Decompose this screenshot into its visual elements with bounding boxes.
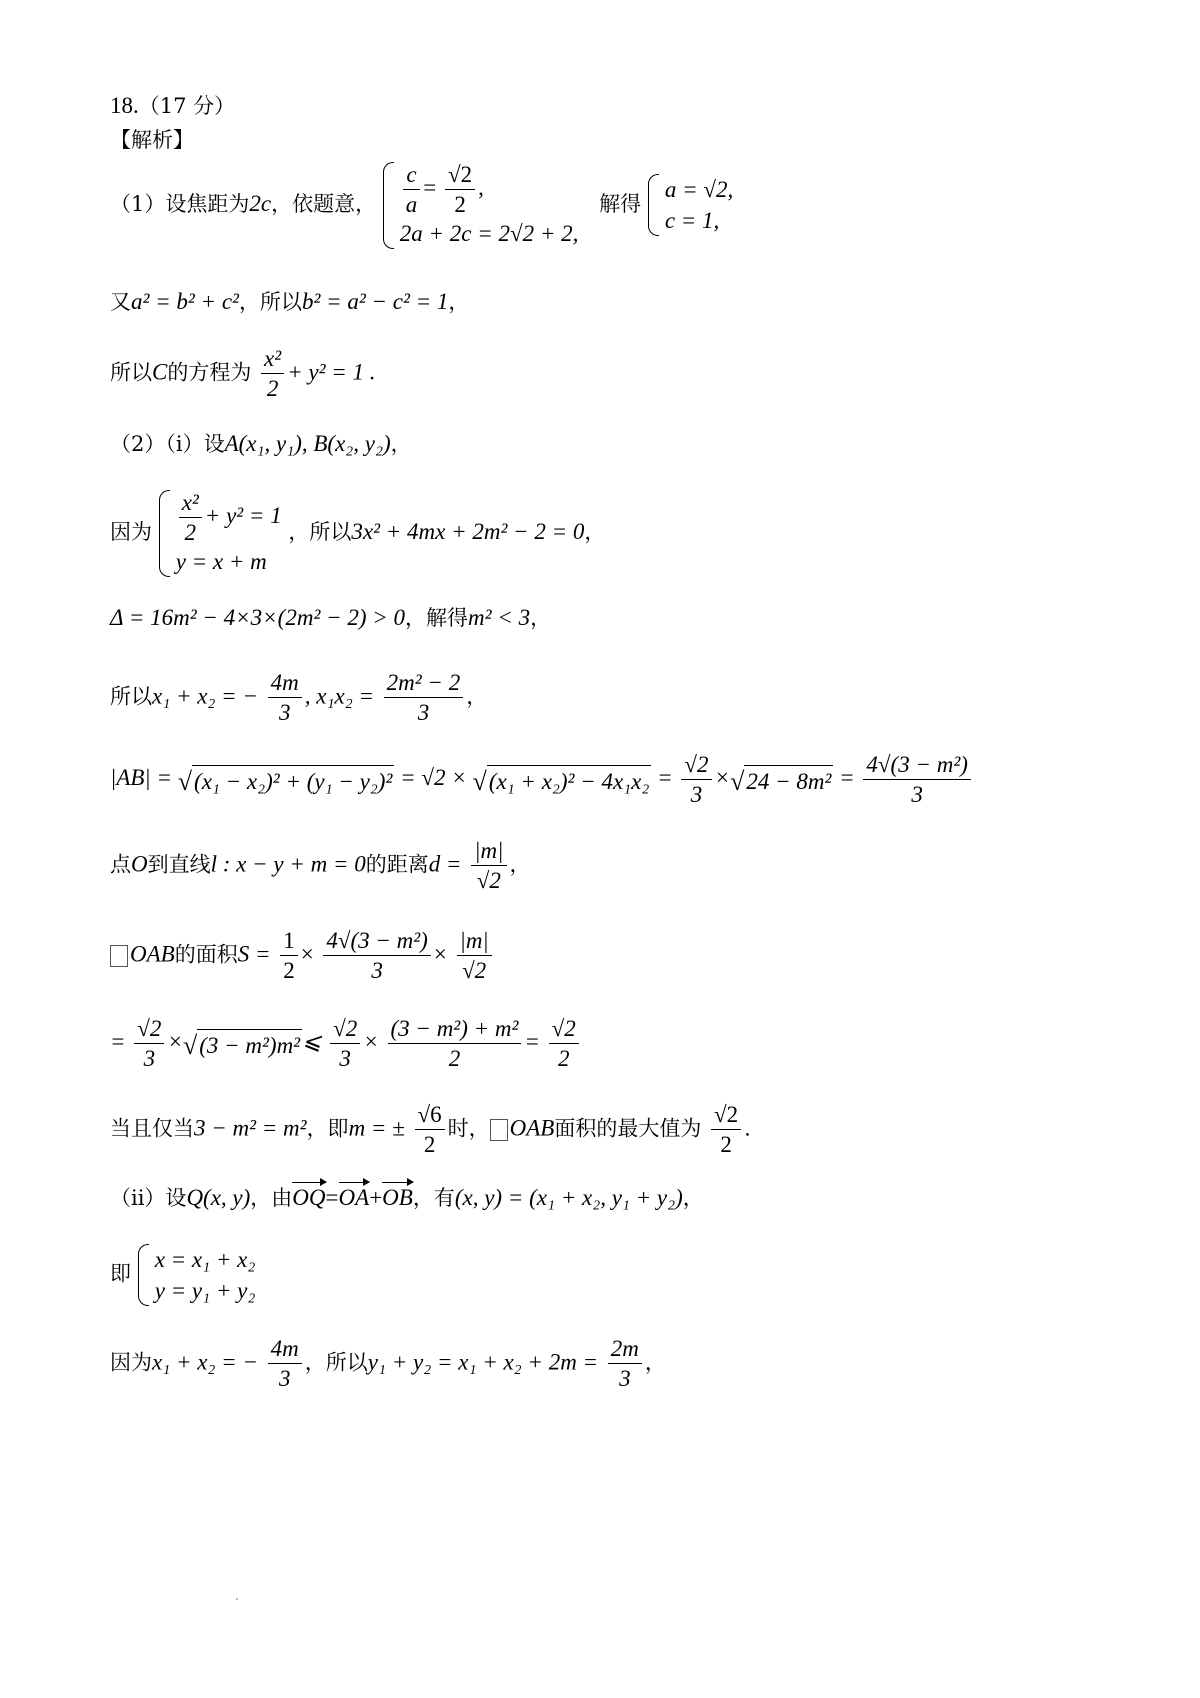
radicand: (x₁ + x₂)² − 4x₁x₂	[487, 765, 652, 796]
part2-ii-line	[110, 1186, 704, 1209]
frac-num: |m|	[471, 838, 506, 866]
frac-num: 1	[280, 928, 298, 956]
discriminant-line	[110, 606, 551, 629]
frac-num: 4m	[268, 670, 302, 698]
triangle-name: OAB	[130, 941, 175, 967]
problem-number: 18.	[110, 93, 139, 118]
text: ，	[584, 519, 606, 544]
vieta-line	[110, 670, 487, 726]
frac-num: 4√(3 − m²)	[863, 752, 970, 780]
frac-den: 3	[278, 700, 291, 726]
system-row-1	[176, 490, 282, 546]
ji-line	[110, 1244, 255, 1306]
left-brace-icon	[648, 174, 659, 236]
part2-ii-label: （ii）设	[110, 1186, 187, 1210]
frac-num: x²	[179, 490, 202, 518]
solution-row-1: a = √2,	[664, 177, 734, 203]
text: ，	[448, 290, 470, 314]
part2-label: （2）（i）设	[110, 432, 225, 456]
radical-icon: √	[177, 767, 193, 797]
condition-row-2: 2a + 2c = 2√2 + 2,	[399, 220, 579, 246]
row-tail: ,	[478, 175, 484, 201]
frac-den: √2	[462, 958, 487, 984]
distance-line	[110, 838, 531, 894]
equation: x₁ + x₂ = −	[152, 683, 258, 709]
radical-icon: √	[730, 767, 745, 797]
frac-num: 4m	[268, 1336, 302, 1364]
frac-den: 2	[557, 1046, 570, 1072]
frac-den: √2	[476, 868, 501, 894]
triangle-name: OAB	[509, 1115, 555, 1141]
vector-oa: OA	[338, 1185, 370, 1210]
left-brace-icon	[138, 1244, 149, 1306]
solution-system	[648, 174, 733, 236]
curve-name: C	[152, 359, 168, 385]
equals: =	[657, 765, 673, 791]
point-o: O	[131, 851, 148, 877]
system-row-1: x = x₁ + x₂	[154, 1247, 256, 1272]
text: ，	[530, 606, 552, 630]
frac-den: 3	[143, 1046, 156, 1072]
condition-system	[383, 162, 579, 249]
text: ，即	[306, 1116, 349, 1141]
equation: m = ±	[348, 1115, 405, 1141]
frac-num: x²	[261, 346, 284, 374]
text: 时，	[447, 1116, 490, 1141]
part2-system-line	[110, 490, 605, 577]
intersection-system	[159, 490, 282, 577]
text: 的方程为	[167, 360, 252, 385]
text: ，所以	[288, 519, 352, 544]
system-row-2: y = x + m	[175, 548, 267, 574]
points: A(x₁, y₁), B(x₂, y₂)	[224, 431, 391, 456]
equation: + y² = 1 .	[287, 359, 376, 385]
plus: +	[369, 1185, 383, 1210]
frac-den: 2	[423, 1132, 436, 1158]
part1-line2	[110, 290, 469, 313]
frac-num: 4√(3 − m²)	[323, 928, 430, 956]
text: 因为	[110, 1350, 152, 1375]
text: 即	[110, 1261, 131, 1286]
frac-num: √2	[330, 1016, 360, 1044]
frac-den: 3	[278, 1366, 291, 1392]
equals: =	[110, 1029, 126, 1055]
text: 所以	[110, 684, 152, 709]
scan-dot	[236, 1598, 238, 1600]
text: .	[744, 1116, 751, 1141]
frac-den: 3	[417, 700, 430, 726]
equation: = √2 ×	[400, 765, 467, 791]
equation: |AB| =	[110, 765, 173, 791]
frac-den: 3	[619, 1366, 631, 1392]
equality-case-line	[110, 1102, 751, 1158]
result: m² < 3	[468, 605, 531, 630]
equation: (x, y) = (x₁ + x₂, y₁ + y₂)	[454, 1185, 683, 1210]
text: ，解得	[405, 606, 469, 630]
text: ，所以	[304, 1350, 368, 1375]
quadratic: 3x² + 4mx + 2m² − 2 = 0	[351, 518, 585, 544]
frac-den: 3	[339, 1046, 351, 1072]
text: ，所以	[238, 290, 302, 314]
focal-length: 2c	[249, 190, 272, 216]
area-line	[110, 928, 495, 984]
equation: b² = a² − c² = 1	[301, 289, 449, 314]
radicand: (3 − m²)m²	[197, 1029, 302, 1060]
frac-den: 3	[690, 782, 703, 808]
part1-intro: 设焦距为	[165, 191, 250, 216]
left-brace-icon	[159, 490, 170, 577]
text: ，	[682, 1186, 704, 1210]
frac-num: c	[403, 162, 419, 190]
text: 点	[110, 852, 131, 877]
text: ，有	[412, 1186, 455, 1210]
equals: =	[839, 765, 855, 791]
text: 所以	[110, 360, 152, 385]
text: ，	[466, 684, 488, 709]
times: ×	[167, 1029, 183, 1055]
equation: a² = b² + c²	[131, 289, 239, 314]
equation: x₁ + x₂ = −	[152, 1349, 258, 1375]
equation: + y² = 1	[204, 503, 282, 529]
frac-num: √6	[415, 1102, 445, 1130]
discriminant: Δ = 16m² − 4×3×(2m² − 2) > 0	[110, 605, 406, 630]
triangle-icon	[110, 945, 128, 967]
times: ×	[714, 765, 731, 791]
frac-num: 2m	[608, 1336, 642, 1364]
text: 面积的最大值为	[554, 1116, 702, 1141]
vector-oq: OQ	[292, 1185, 326, 1210]
frac-den: 2	[266, 376, 279, 402]
frac-den: 2	[184, 520, 196, 546]
condition-row-1: $\frac{c}{a}$ = $\frac{√2}{2}$ ,	[400, 162, 579, 218]
frac-num: √2	[711, 1102, 741, 1130]
equation: S =	[237, 941, 271, 967]
equation: d =	[428, 851, 462, 877]
part2-line1	[110, 432, 412, 455]
text: 当且仅当	[110, 1116, 194, 1141]
text: ，	[509, 852, 531, 877]
frac-num: (3 − m²) + m²	[388, 1016, 522, 1044]
chord-length-line	[110, 752, 974, 808]
leq: ⩽	[302, 1029, 322, 1055]
equation: 3 − m² = m²	[194, 1115, 307, 1141]
text: 因为	[110, 519, 152, 544]
text: 到直线	[147, 852, 211, 877]
problem-header	[110, 94, 235, 117]
text: 的距离	[365, 852, 429, 877]
inequality-line	[110, 1016, 582, 1072]
radicand: (x₁ − x₂)² + (y₁ − y₂)²	[192, 765, 394, 796]
vector-ob: OB	[382, 1185, 413, 1210]
times: ×	[363, 1029, 379, 1055]
radicand: 24 − 8m²	[744, 765, 833, 796]
part1-line3	[110, 346, 376, 402]
equals: =	[325, 1185, 339, 1210]
point-q: Q(x, y)	[186, 1185, 251, 1210]
line-equation: l : x − y + m = 0	[210, 851, 366, 877]
equals: =	[524, 1029, 540, 1055]
text: 又	[110, 290, 131, 314]
equation: y₁ + y₂ = x₁ + x₂ + 2m =	[367, 1349, 599, 1375]
frac-den: 2	[448, 1046, 461, 1072]
text: ，	[644, 1350, 666, 1375]
times: ×	[300, 941, 314, 967]
coordinate-system	[138, 1244, 256, 1306]
frac-num: √2	[681, 752, 711, 780]
frac-den: 3	[911, 782, 923, 808]
jiede-text: 解得	[599, 191, 642, 216]
frac-den: a	[405, 192, 418, 218]
equation: , x₁x₂ =	[304, 683, 374, 709]
solution-row-2: c = 1,	[664, 208, 720, 234]
part1-system-line	[110, 162, 733, 249]
problem-points: （17 分）	[138, 94, 236, 118]
yitiyi-text: ，依题意，	[271, 191, 377, 216]
radical-icon: √	[182, 1031, 198, 1061]
radical-icon: √	[472, 767, 487, 797]
text: ，	[390, 432, 412, 456]
part1-label: （1）	[110, 191, 166, 216]
frac-den: 2	[283, 958, 295, 984]
frac-den: 3	[371, 958, 383, 984]
frac-den: 2	[454, 192, 466, 218]
frac-num: √2	[134, 1016, 164, 1044]
frac-num: √2	[549, 1016, 579, 1044]
system-row-2: y = y₁ + y₂	[154, 1278, 256, 1304]
triangle-icon	[490, 1119, 508, 1141]
frac-num: |m|	[457, 928, 492, 956]
final-line	[110, 1336, 666, 1392]
text: ，由	[250, 1186, 293, 1210]
text: 的面积	[174, 942, 238, 967]
frac-num: 2m² − 2	[384, 670, 464, 698]
frac-num: √2	[445, 162, 475, 190]
section-title: 【解析】	[110, 128, 194, 152]
frac-den: 2	[720, 1132, 732, 1158]
times: ×	[433, 941, 447, 967]
left-brace-icon	[383, 162, 394, 249]
